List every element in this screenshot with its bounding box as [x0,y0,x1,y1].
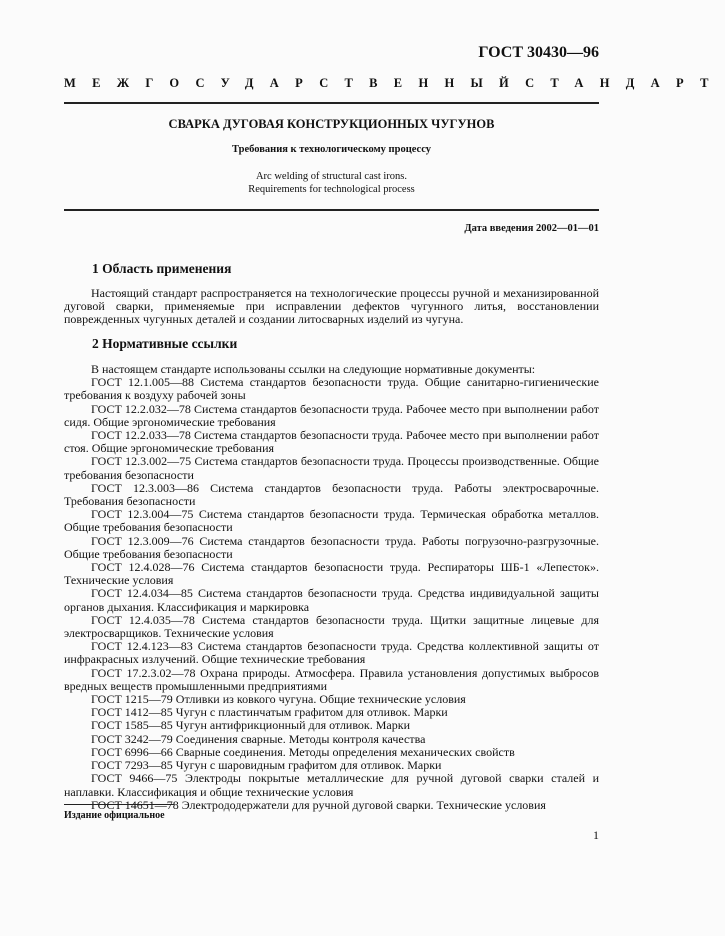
references-list [64,363,599,812]
references-intro: В настоящем стандарте использованы ссылки на следующие нормативные документы: [91,362,536,376]
document-subtitle: Требования к технологическому процессу [232,144,431,155]
reference-item: ГОСТ 1412—85 Чугун с пластинчатым графитом для отливок. Марки [91,705,448,720]
banner-word-standard: СТАНДАРТ [525,76,725,90]
document-title: СВАРКА ДУГОВАЯ КОНСТРУКЦИОННЫХ ЧУГУНОВ [168,117,495,131]
section-2-heading: 2 Нормативные ссылки [92,336,238,351]
reference-item: ГОСТ 7293—85 Чугун с шаровидным графитом для отливок. Марки [91,758,442,773]
reference-item: ГОСТ 6996—66 Сварные соединения. Методы определения механических свойств [91,744,515,759]
official-edition-label: Издание официальное [64,810,165,821]
page-number: 1 [593,828,599,842]
reference-item: ГОСТ 12.4.034—85 Система стандартов безопасности труда. Средства индивидуальной защиты органов дыхания. Классификация и маркировка [64,586,599,614]
top-rule [64,102,599,104]
english-title-line-1: Arc welding of structural cast irons. [255,171,408,182]
footer-rule [64,804,174,805]
reference-item: ГОСТ 3242—79 Соединения сварные. Методы контроля качества [91,731,426,746]
reference-item: ГОСТ 12.4.028—76 Система стандартов безопасности труда. Респираторы ШБ-1 «Лепесток». Технические условия [64,560,599,588]
section-1-heading: 1 Область применения [92,261,232,276]
reference-item: ГОСТ 17.2.3.02—78 Охрана природы. Атмосфера. Правила установления допустимых выбросов вредных веществ промышленными предприятиями [64,665,599,693]
reference-item: ГОСТ 12.1.005—88 Система стандартов безопасности труда. Общие санитарно-гигиенические требования к воздуху рабочей зоны [64,375,599,403]
section-1-text: Настоящий стандарт распространяется на технологические процессы ручной и механизированной дуговой сварки, применяемые при исправлении дефектов чугунного литья, восстановлении поврежденных чугунных деталей и создании литосварных изделий из чугуна. [64,286,599,327]
reference-item: ГОСТ 1215—79 Отливки из ковкого чугуна. Общие технические условия [91,692,466,707]
reference-item: ГОСТ 14651—78 Электрододержатели для ручной дуговой сварки. Технические условия [91,797,546,812]
document-number: ГОСТ 30430—96 [478,44,599,61]
reference-item: ГОСТ 12.4.123—83 Система стандартов безопасности труда. Средства коллективной защиты от инфракрасных излучений. Общие технические требования [64,639,599,667]
reference-item: ГОСТ 12.2.032—78 Система стандартов безопасности труда. Рабочее место при выполнении работ сидя. Общие эргономические требования [64,401,599,429]
banner-word-interstate: МЕЖГОСУДАРСТВЕННЫЙ [64,76,526,90]
reference-item: ГОСТ 12.2.033—78 Система стандартов безопасности труда. Рабочее место при выполнении работ стоя. Общие эргономические требования [64,428,599,456]
standard-banner [64,76,725,91]
english-title-line-2: Requirements for technological process [248,184,415,195]
middle-rule [64,209,599,211]
reference-item: ГОСТ 9466—75 Электроды покрытые металлические для ручной дуговой сварки сталей и наплавки. Классификация и общие технические условия [64,771,599,799]
reference-item: ГОСТ 12.3.009—76 Система стандартов безопасности труда. Работы погрузочно-разгрузочные. Общие требования безопасности [64,533,599,561]
reference-item: ГОСТ 12.4.035—78 Система стандартов безопасности труда. Щитки защитные лицевые для электросварщиков. Технические условия [64,612,599,641]
reference-item: ГОСТ 12.3.003—86 Система стандартов безопасности труда. Работы электросварочные. Требования безопасности [64,480,599,509]
introduction-date: Дата введения 2002—01—01 [464,223,599,234]
reference-item: ГОСТ 12.3.004—75 Система стандартов безопасности труда. Термическая обработка металлов. Общие требования безопасности [64,507,599,535]
reference-item: ГОСТ 12.3.002—75 Система стандартов безопасности труда. Процессы производственные. Общие требования безопасности [64,454,599,482]
reference-item: ГОСТ 1585—85 Чугун антифрикционный для отливок. Марки [91,718,411,733]
